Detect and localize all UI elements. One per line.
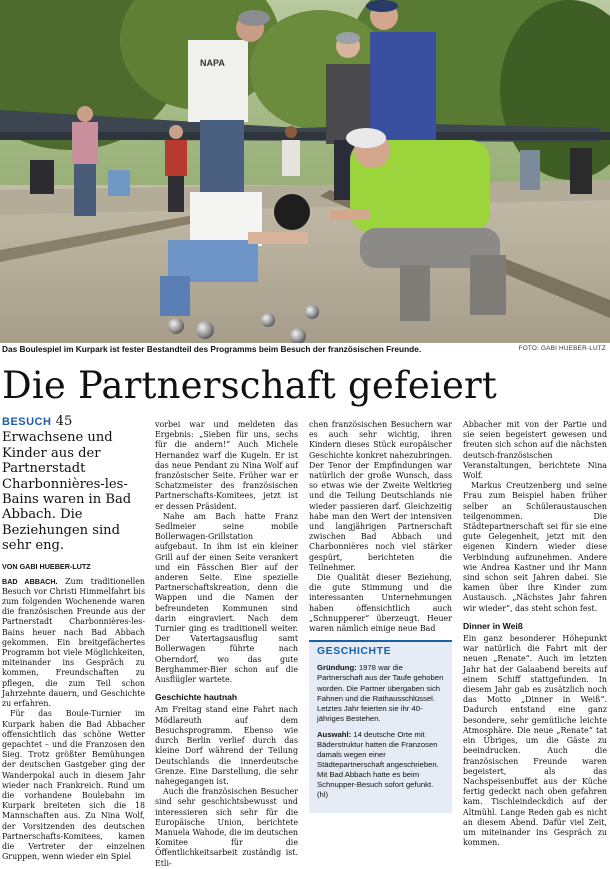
column-4 xyxy=(463,420,607,848)
photo-caption-row xyxy=(0,344,610,356)
info-box-item-1: Gründung: 1978 war die Partnerschaft aus der Taufe gehoben worden. Die Partner übergaben sich Fahnen und die Rathausschlüssel. Letztes Jahr feierten sie ihr 40-jähriges Bestehen. xyxy=(317,663,444,723)
info-box-item-2: Auswahl: 14 deutsche Orte mit Bäderstruktur hatten die Franzosen damals wegen einer Städtepartnerschaft angeschrieben. Mit Bad Abbach hatte es beim Schnupper-Besuch sofort gefunkt. (hl) xyxy=(317,729,439,800)
body-paragraph-2: Für das Boule-Turnier im Kurpark haben die Bad Abbacher offensichtlich das schöne Wetter gepachtet – und die Franzosen den Sieg. Trotz größter Bemühungen der deutschen Gastgeber ging der Wanderpokal auch in diesem Jahr wieder nach Frankreich. Rund um die vorhandene Boulebahn im Kurpark breiteten sich die 18 Mannschaften aus. Zu Nina Wolf, der Vorsitzenden des deutschen Partnerschafts-Komitees, kamen die Vertreter der einzelnen Gruppen, wenn wieder ein Spiel xyxy=(2,709,145,862)
byline: VON GABI HUEBER-LUTZ xyxy=(2,561,91,571)
shirt-print: NAPA xyxy=(200,58,225,68)
column-3 xyxy=(309,420,452,813)
body-paragraph-5: Am Freitag stand eine Fahrt nach Mödlareuth auf dem Besuchsprogramm. Ebenso wie durch Berlin verlief durch das kleine Dorf während der Teilung Deutschlands die innerdeutsche Grenze. Eine Darstellung, die sehr nahegegangen ist. xyxy=(155,705,298,786)
body-paragraph-8: Die Qualität dieser Beziehung, die gute Stimmung und die interessanten Unternehmungen haben offensichtlich auch „Schnupperer“ überzeugt. Heuer waren nämlich einige neue Bad xyxy=(309,573,452,634)
body-paragraph-9: Abbacher mit von der Partie und sie seien begeistert gewesen und freuten sich schon auf die nächsten deutsch-französischen Veranstaltungen, berichtete Nina Wolf. xyxy=(463,420,607,481)
photo-credit: FOTO: GABI HUEBER-LUTZ xyxy=(518,345,606,352)
column-1 xyxy=(2,414,145,862)
headline: Die Partnerschaft gefeiert xyxy=(2,364,497,407)
info-box-geschichte xyxy=(309,640,452,812)
subhead-geschichte-hautnah: Geschichte hautnah xyxy=(155,692,238,703)
body-paragraph-10: Markus Creutzenberg und seine Frau zum Beispiel haben früher selber an Schüleraustauschen teilgenommen. Die Städtepartnerschaft sei für sie eine gute Gelegenheit, jetzt mit den eigenen Kindern wieder diese Verbindung aufzunehmen. Andere wie Andrea Kastner und ihr Mann sind schon seit Jahren dabei. Sie kamen über ihre Kinder zum Austausch. „Nächstes Jahr fahren wir wieder“, das steht schon fest. xyxy=(463,481,607,613)
article-photo xyxy=(0,0,610,343)
body-paragraph-1: BAD ABBACH. Zum traditionellen Besuch vor Christi Himmelfahrt bis zum folgenden Wochenende waren die französischen Freunde aus der Partnerstadt Charbonnières-les-Bains heuer nach Bad Abbach gekommen. Ein breitgefächertes Programm bot viele Möglichkeiten, miteinander ins Gespräch zu kommen, Freundschaften zu pflegen, die zum Teil schon Jahrzehnte dauern, und Geschichte zu erfahren. xyxy=(2,576,145,709)
photo-caption: Das Boulespiel im Kurpark ist fester Bestandteil des Programms beim Besuch der französischen Freunde. xyxy=(2,344,422,354)
body-paragraph-4: Nahe am Bach hatte Franz Sedlmeier seine mobile Bollerwagen-Grillstation aufgebaut. In ihm ist ein kleiner Grill auf der einen Seite verankert und ein Fässchen Bier auf der anderen Seite. Eine spezielle Partnerschaftskreation, denn die Wappen und die Namen der befreundeten Kommunen sind darin eingraviert. Nach dem Turnier ging es traditionell weiter. Der Vatertagsausflug samt Bollerwagen führte nach Oberndorf, wo das gute Berghammer-Bier schon auf die Ausflügler wartete. xyxy=(155,511,298,685)
body-paragraph-11: Ein ganz besonderer Höhepunkt war natürlich die Fahrt mit der neuen „Renate“. Auch im letzten Jahr hat der Galaabend bereits auf einem Schiff stattgefunden. In diesem Jahr gab es zusätzlich noch das Motto „Dinner in Weiß“. Dadurch entstand eine ganz besondere, sehr gemütliche leichte Atmosphäre. Die neue „Renate“ tat ein Übriges, um die Gäste zu beeindrucken. Auch die französischen Freunde waren begeistert, als das Nachspeisenbuffet aus der Küche fertig gedeckt nach oben gefahren kam. Tischleindeckdich auf der Altmühl. Lange Reden gab es nicht an diesem Abend. Dafür viel Zeit, um miteinander ins Gespräch zu kommen. xyxy=(463,634,607,848)
body-paragraph-3: vorbei war und meldeten das Ergebnis: „Sieben für uns, sechs für die andern!“ Auch Michele Hernandez warf die Kugeln. Er ist das neue Pendant zu Nina Wolf auf französischer Seite. Früher war er Schatzmeister des französischen Partnerschafts-Komitees, jetzt ist er dessen Präsident. xyxy=(155,420,298,511)
subhead-dinner-in-weiss: Dinner in Weiß xyxy=(463,620,524,631)
body-paragraph-6: Auch die französischen Besucher sind sehr geschichtsbewusst und interessieren sich sehr für die Europäische Union, berichtete Manuela Wahode, die im deutschen Komitee für die Öffentlichkeitsarbeit zuständig ist. Etli- xyxy=(155,787,298,868)
dateline: BAD ABBACH. xyxy=(2,576,58,586)
body-paragraph-7: chen französischen Besuchern war es auch sehr wichtig, ihren Kindern dieses Stück europäischer Geschichte konkret nahezubringen. Der Tenor der Empfindungen war natürlich der große Wunsch, dass so etwas wie der Zweite Weltkrieg und die Teilung Deutschlands nie wieder passieren darf. Gleichzeitig habe man den Wert der intensiven und langjährigen Partnerschaft zwischen Bad Abbach und Charbonnières noch viel stärker gespürt, berichteten die Teilnehmer. xyxy=(309,420,452,572)
info-box-title: GESCHICHTE xyxy=(317,646,392,658)
lead-paragraph xyxy=(2,414,145,554)
lead-keyword: BESUCH xyxy=(2,416,52,428)
column-2 xyxy=(155,420,298,869)
lead-text: 45 Erwachsene und Kinder aus der Partnerstadt Charbonnières-les-Bains waren in Bad Abbach. Die Beziehungen sind sehr eng. xyxy=(2,414,132,554)
